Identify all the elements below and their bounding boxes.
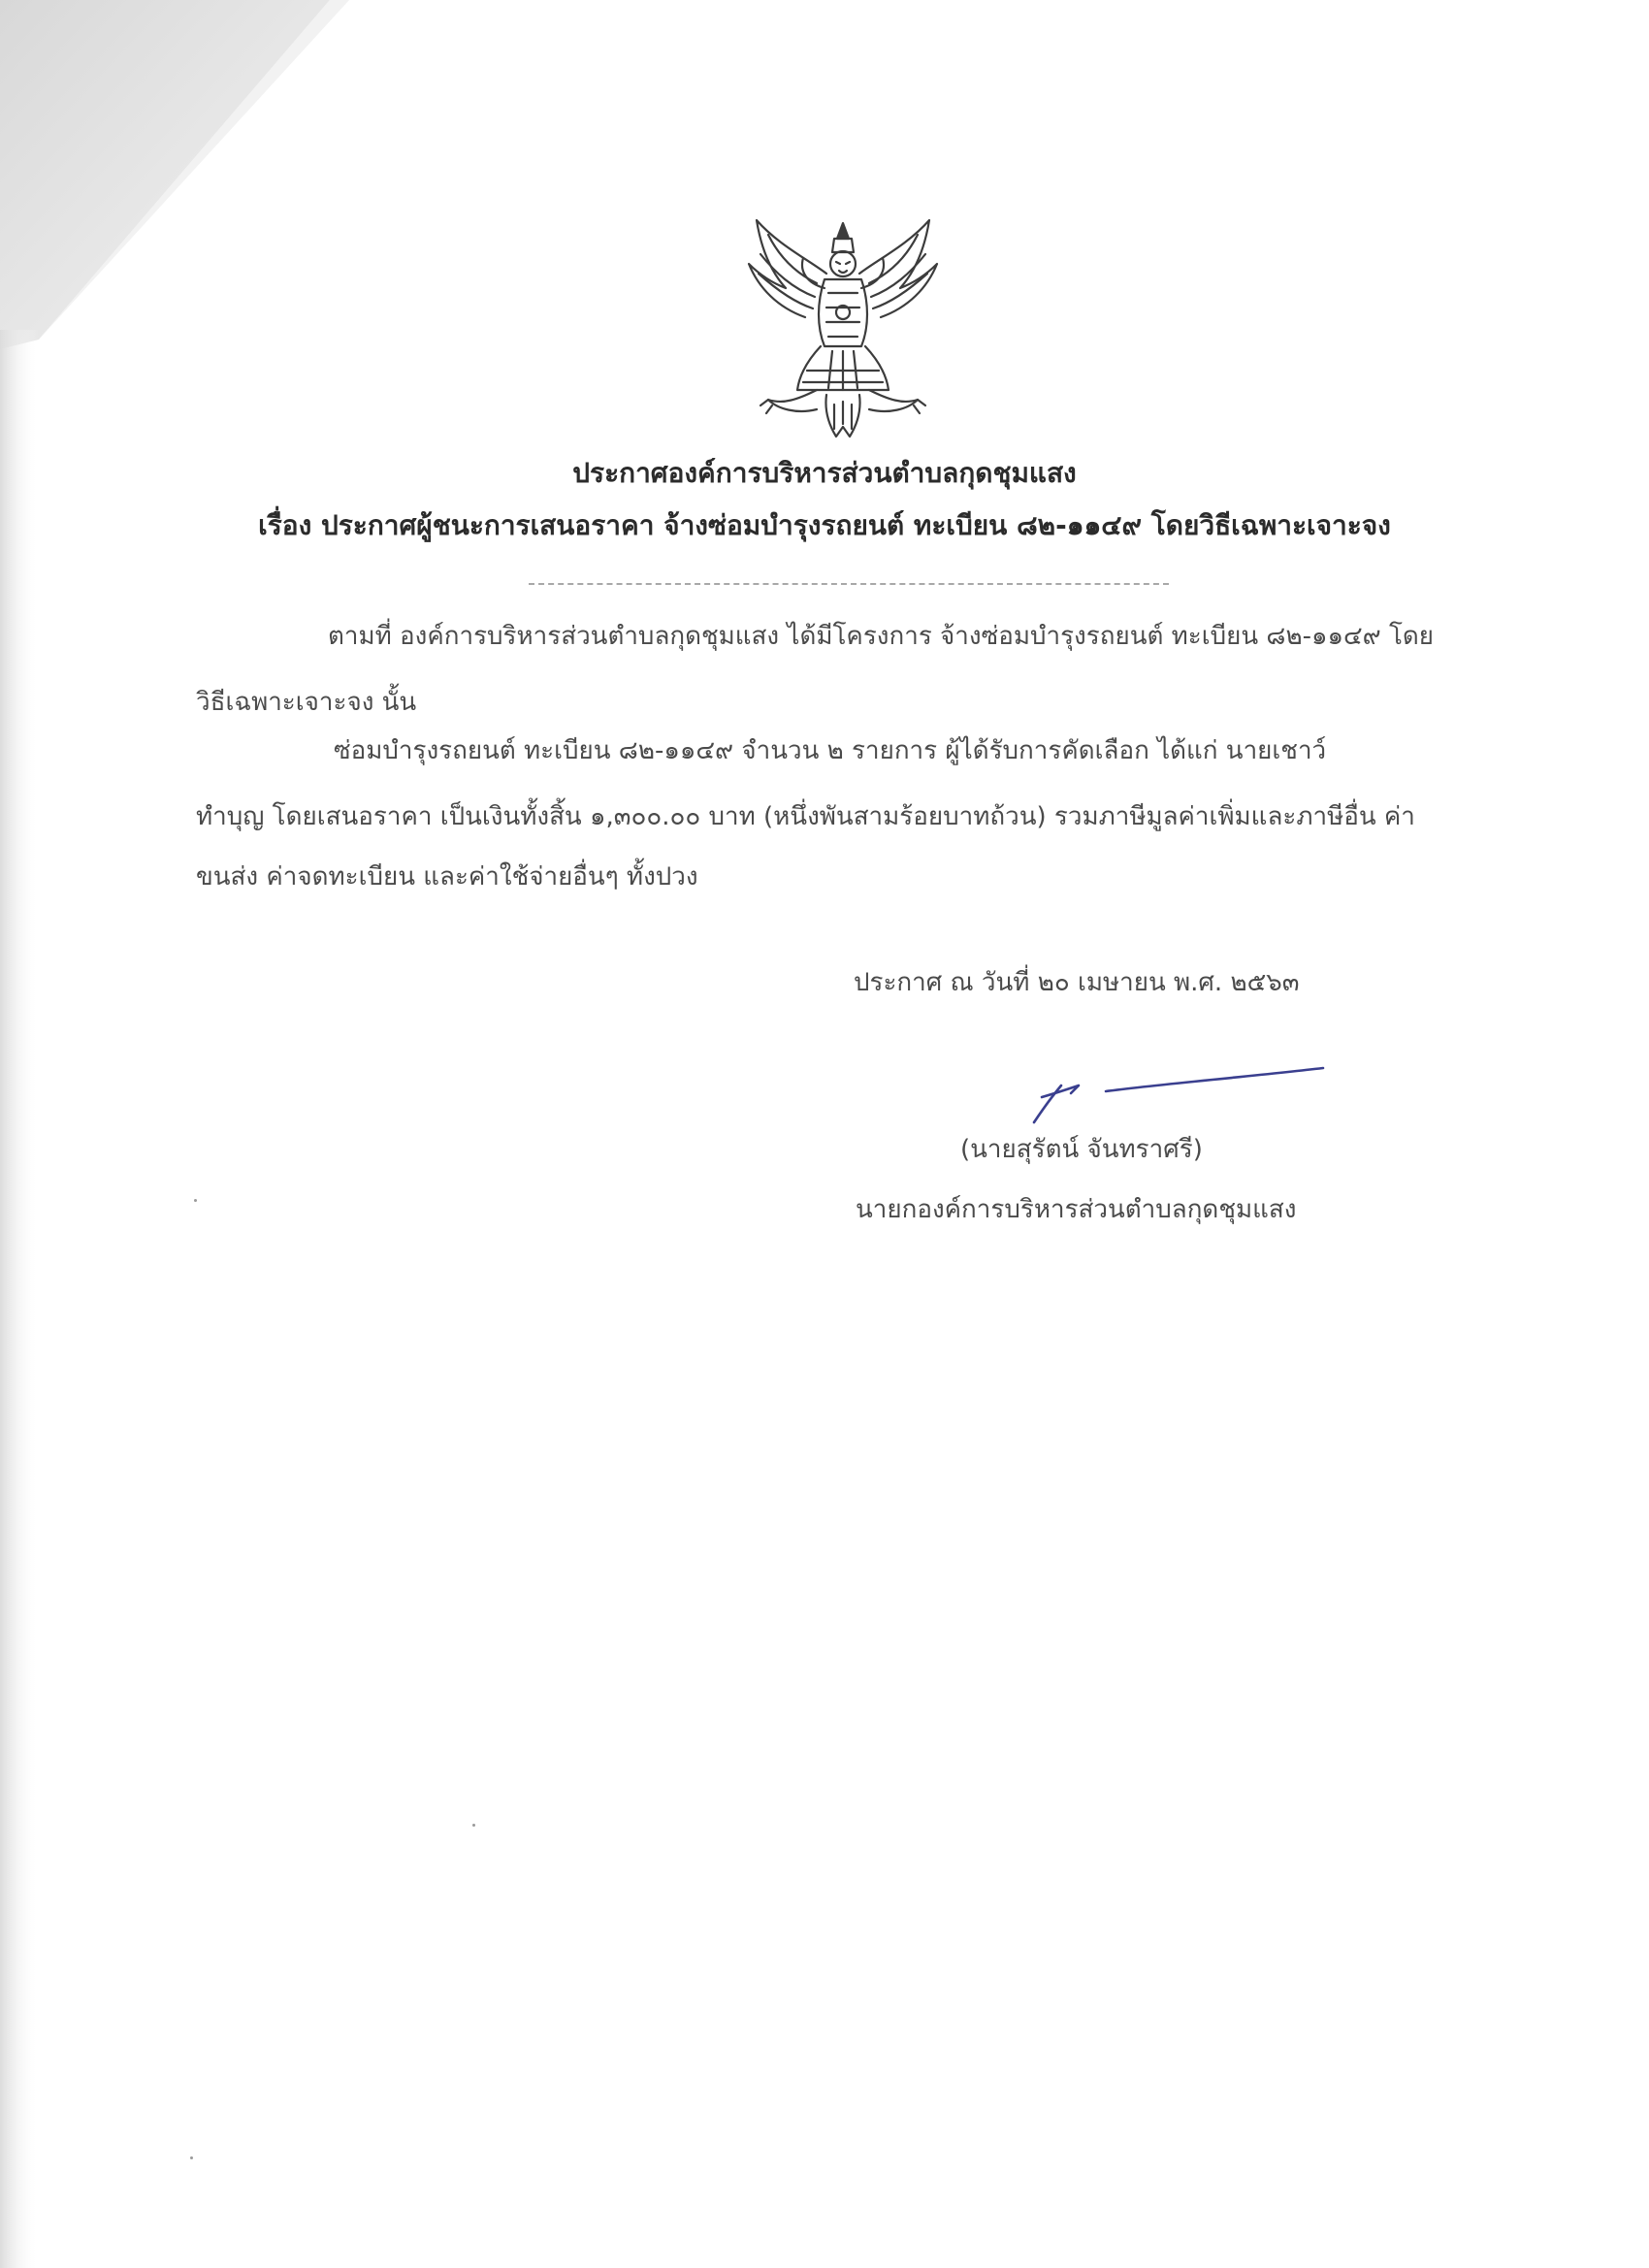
garuda-emblem xyxy=(739,215,947,443)
body-paragraph-1-line-2: วิธีเฉพาะเจาะจง นั้น xyxy=(196,688,417,717)
scan-speck xyxy=(194,1199,197,1202)
scan-left-edge-shadow xyxy=(0,0,39,2268)
announcement-title: ประกาศองค์การบริหารส่วนตำบลกุดชุมแสง xyxy=(572,457,1077,489)
scan-speck xyxy=(472,1824,475,1827)
body-paragraph-2-line-2: ทำบุญ โดยเสนอราคา เป็นเงินทั้งสิ้น ๑,๓๐๐.๐๐ บาท (หนึ่งพันสามร้อยบาทถ้วน) รวมภาษีมูลค่าเพิ่มและภาษีอื่น ค่า xyxy=(196,802,1415,831)
signatory-position: นายกองค์การบริหารส่วนตำบลกุดชุมแสง xyxy=(856,1195,1297,1224)
announcement-subject: เรื่อง ประกาศผู้ชนะการเสนอราคา จ้างซ่อมบำรุงรถยนต์ ทะเบียน ๘๒-๑๑๔๙ โดยวิธีเฉพาะเจาะจง xyxy=(258,509,1391,541)
title-divider xyxy=(529,583,1169,585)
handwritten-signature xyxy=(1028,1062,1329,1130)
scan-speck xyxy=(190,2156,193,2159)
page-fold-corner xyxy=(0,0,349,349)
body-paragraph-2-line-3: ขนส่ง ค่าจดทะเบียน และค่าใช้จ่ายอื่นๆ ทั้งปวง xyxy=(196,862,698,891)
signatory-name: (นายสุรัตน์ จันทราศรี) xyxy=(960,1135,1203,1164)
body-paragraph-1-line-1: ตามที่ องค์การบริหารส่วนตำบลกุดชุมแสง ได้มีโครงการ จ้างซ่อมบำรุงรถยนต์ ทะเบียน ๘๒-๑๑๔๙ โดย xyxy=(328,622,1435,651)
announcement-date: ประกาศ ณ วันที่ ๒๐ เมษายน พ.ศ. ๒๕๖๓ xyxy=(854,968,1300,997)
body-paragraph-2-line-1: ซ่อมบำรุงรถยนต์ ทะเบียน ๘๒-๑๑๔๙ จำนวน ๒ รายการ ผู้ได้รับการคัดเลือก ได้แก่ นายเชาว์ xyxy=(334,736,1327,765)
